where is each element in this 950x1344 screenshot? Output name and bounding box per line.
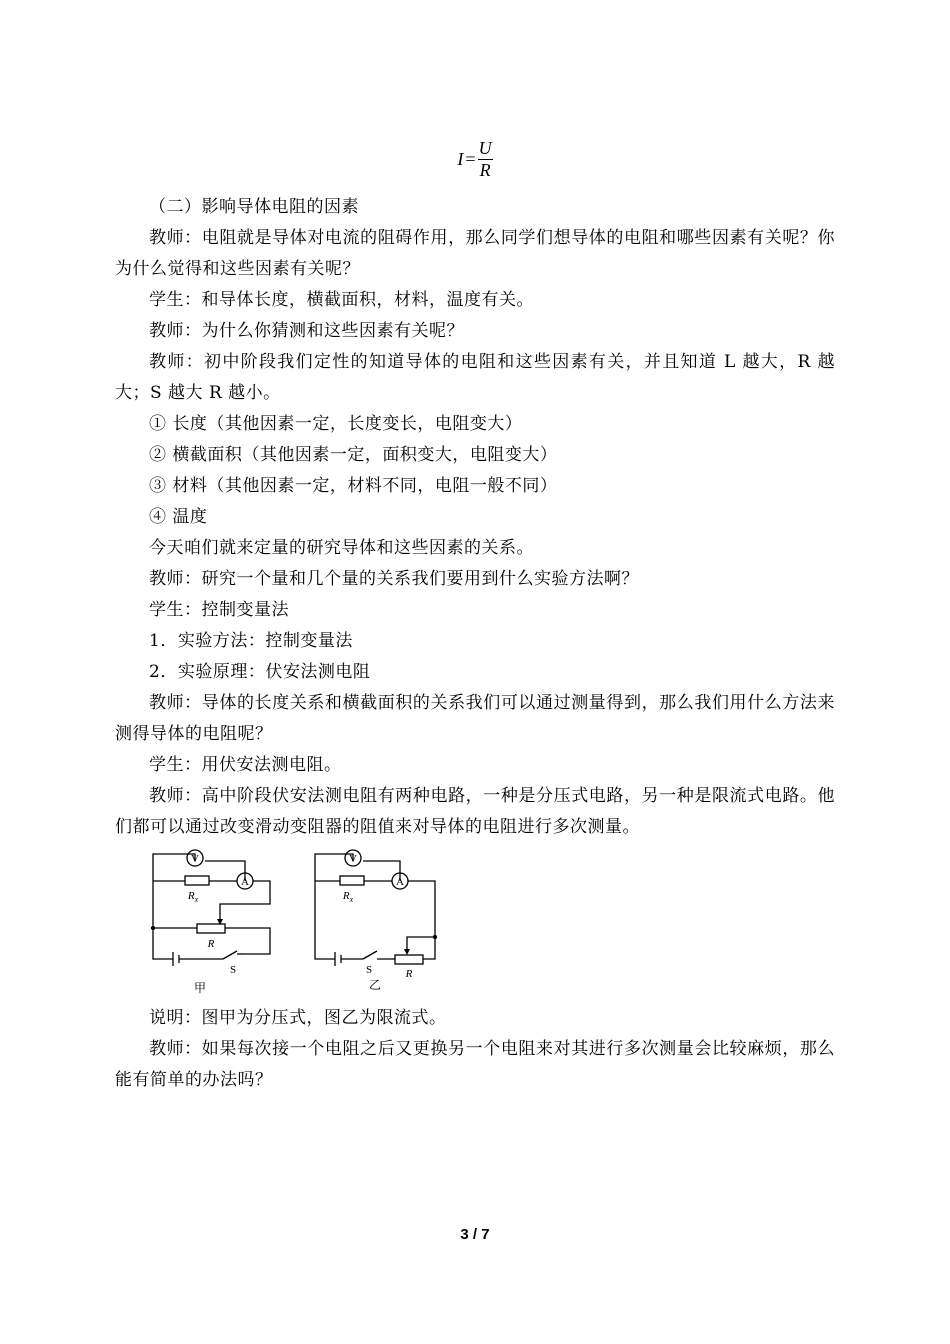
formula-equals: =: [465, 149, 476, 169]
paragraph: 教师：电阻就是导体对电流的阻碍作用，那么同学们想导体的电阻和哪些因素有关呢？你为什么觉得和这些因素有关呢？: [115, 228, 835, 279]
switch-s-a: [223, 951, 237, 959]
junction-dot: [152, 927, 155, 930]
rx-main: R: [342, 890, 350, 902]
paragraph: 教师：初中阶段我们定性的知道导体的电阻和这些因素有关，并且知道 L 越大，R 越大；S 越大 R 越小。: [115, 352, 835, 403]
list-item: ① 长度（其他因素一定，长度变长，电阻变大）: [149, 414, 523, 434]
caption-b: 乙: [368, 978, 382, 992]
switch-label: S: [365, 964, 373, 976]
rx-main: R: [187, 890, 195, 902]
rx-label: [187, 890, 199, 904]
resistor-rx-a: [185, 876, 209, 885]
ohm-law-formula: [0, 138, 950, 181]
ammeter-label: A: [396, 876, 404, 888]
list-item: ② 横截面积（其他因素一定，面积变大，电阻变大）: [149, 445, 558, 465]
slider-arrow-b: [404, 949, 410, 955]
rheostat-r-b: [395, 955, 423, 964]
formula-fraction: [478, 138, 493, 181]
circuit-b-wire: [315, 854, 353, 881]
rheostat-r-a: [197, 924, 225, 933]
paragraph: 教师：高中阶段伏安法测电阻有两种电路，一种是分压式电路，另一种是限流式电路。他们都可以通过改变滑动变阻器的阻值来对导体的电阻进行多次测量。: [115, 786, 835, 837]
paragraph: 教师：研究一个量和几个量的关系我们要用到什么实验方法啊？: [149, 569, 639, 589]
formula-lhs: I: [457, 149, 464, 169]
list-item: ③ 材料（其他因素一定，材料不同，电阻一般不同）: [149, 476, 558, 496]
paragraph: 学生：控制变量法: [149, 600, 289, 620]
voltmeter-label: V: [349, 853, 357, 865]
circuit-b-wire: [408, 881, 435, 937]
rheostat-label: R: [207, 938, 215, 950]
rheostat-label: R: [405, 968, 413, 980]
circuit-a-wire: [225, 928, 270, 954]
rx-sub: x: [194, 895, 199, 904]
section-heading: （二）影响导体电阻的因素: [149, 197, 359, 217]
list-item: ④ 温度: [149, 507, 208, 527]
paragraph: 教师：导体的长度关系和横截面积的关系我们可以通过测量得到，那么我们用什么方法来测得导体的电阻呢？: [115, 693, 835, 744]
paragraph: 说明：图甲为分压式，图乙为限流式。: [149, 1008, 447, 1028]
circuit-a-wire: [153, 881, 173, 959]
document-body: [115, 192, 835, 1096]
switch-label: S: [229, 964, 237, 976]
junction-dot: [434, 936, 437, 939]
numbered-item: 2．实验原理：伏安法测电阻: [149, 662, 371, 682]
voltmeter-label: V: [191, 853, 199, 865]
circuit-figure: [115, 849, 835, 999]
rx-sub: x: [349, 895, 354, 904]
ammeter-label: A: [241, 876, 249, 888]
paragraph: 学生：用伏安法测电阻。: [149, 755, 342, 775]
numbered-item: 1．实验方法：控制变量法: [149, 631, 353, 651]
page-number: 3 / 7: [460, 1226, 490, 1243]
circuit-b-wire: [407, 937, 435, 959]
paragraph: 今天咱们就来定量的研究导体和这些因素的关系。: [149, 538, 534, 558]
paragraph: 学生：和导体长度，横截面积，材料，温度有关。: [149, 290, 534, 310]
rx-label: [342, 890, 354, 904]
switch-s-b: [363, 951, 377, 959]
circuit-a-wire: [205, 861, 245, 881]
paragraph: 教师：如果每次接一个电阻之后又更换另一个电阻来对其进行多次测量会比较麻烦，那么能有简单的办法吗？: [115, 1039, 835, 1090]
formula-numerator: U: [478, 138, 492, 158]
circuit-diagrams: [145, 849, 475, 999]
circuit-a-wire: [153, 854, 195, 881]
resistor-rx-b: [340, 876, 364, 885]
formula-denominator: R: [479, 160, 491, 180]
circuit-b-wire: [363, 861, 400, 881]
circuit-b-wire: [315, 881, 335, 959]
paragraph: 教师：为什么你猜测和这些因素有关呢？: [149, 321, 464, 341]
caption-a: 甲: [193, 981, 207, 995]
